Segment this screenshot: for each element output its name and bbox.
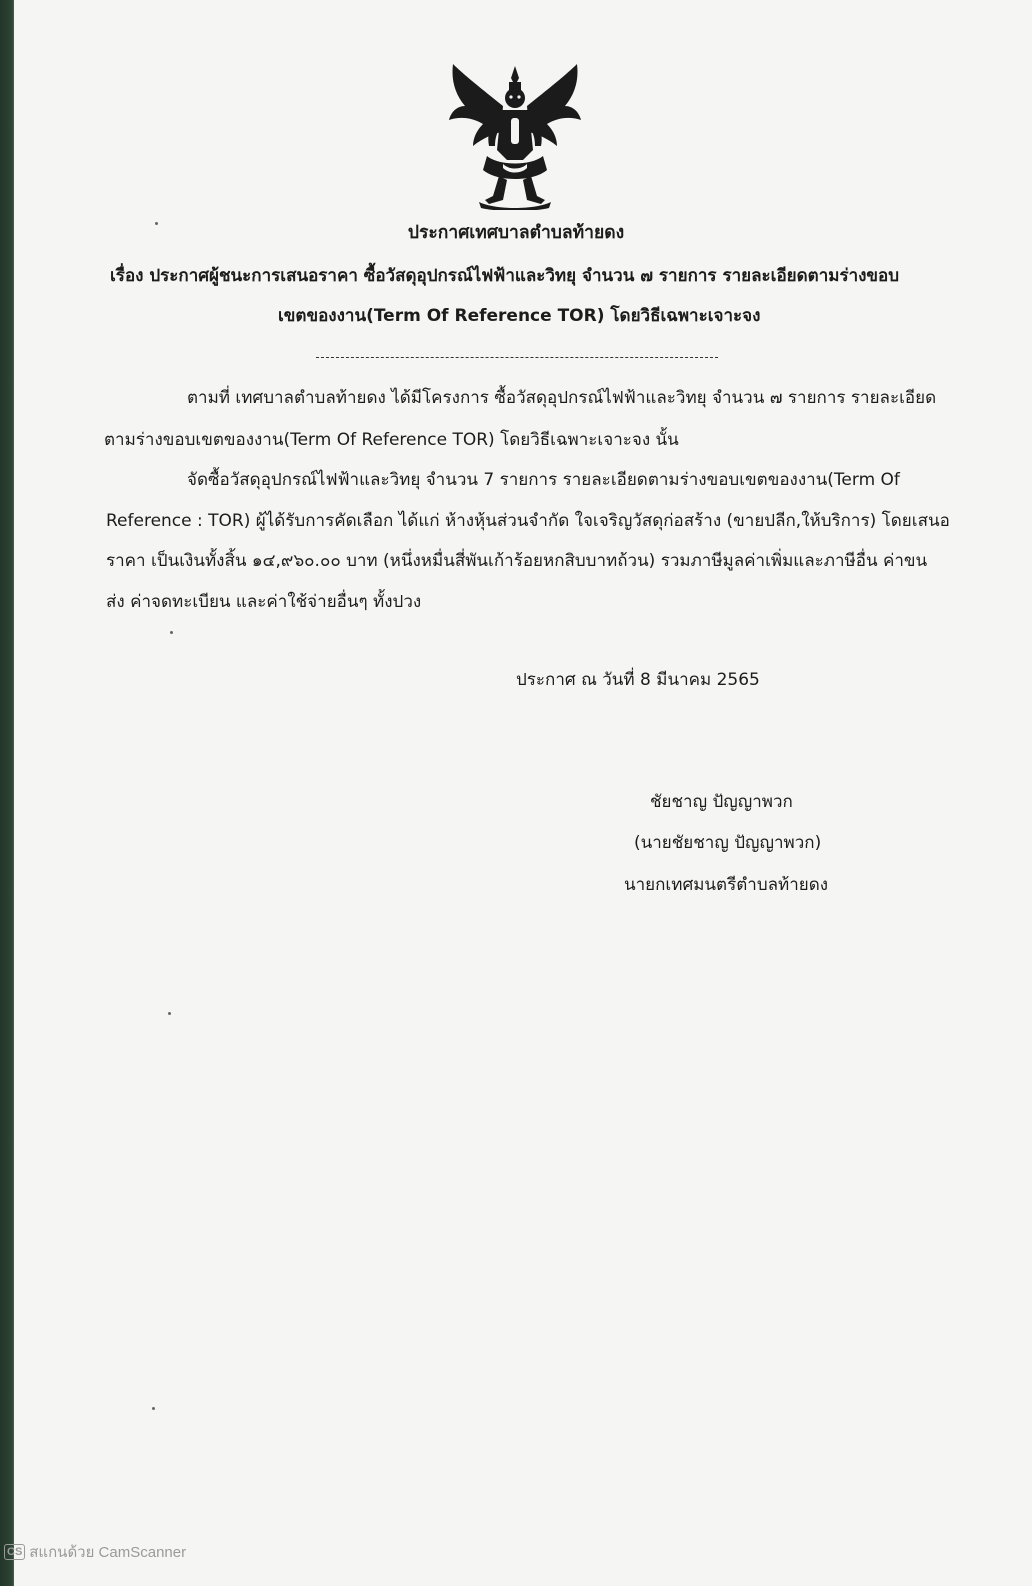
divider-line — [316, 357, 718, 358]
subject-line-1: เรื่อง ประกาศผู้ชนะการเสนอราคา ซื้อวัสดุอุปกรณ์ไฟฟ้าและวิทยุ จำนวน ๗ รายการ รายละเอียดตามร่างขอบ — [110, 266, 900, 286]
garuda-emblem-icon — [443, 60, 587, 210]
paragraph-1-line-1: ตามที่ เทศบาลตำบลท้ายดง ได้มีโครงการ ซื้อวัสดุอุปกรณ์ไฟฟ้าและวิทยุ จำนวน ๗ รายการ รายละเอียด — [187, 388, 937, 408]
announcement-date: ประกาศ ณ วันที่ 8 มีนาคม 2565 — [516, 670, 760, 690]
announcement-title: ประกาศเทศบาลตำบลท้ายดง — [407, 223, 625, 243]
speck — [170, 631, 173, 634]
camscanner-logo-icon: CS — [4, 1544, 25, 1560]
signature-name: ชัยชาญ ปัญญาพวก — [650, 792, 793, 812]
speck — [168, 1012, 171, 1015]
paragraph-2-line-2: Reference : TOR) ผู้ได้รับการคัดเลือก ได้แก่ ห้างหุ้นส่วนจำกัด ใจเจริญวัสดุก่อสร้าง (ขายปลีก,ให้บริการ) โดยเสนอ — [106, 511, 950, 531]
paragraph-2-line-3: ราคา เป็นเงินทั้งสิ้น ๑๔,๙๖๐.๐๐ บาท (หนึ่งหมื่นสี่พันเก้าร้อยหกสิบบาทถ้วน) รวมภาษีมูลค่าเพิ่มและภาษีอื่น ค่าขน — [106, 551, 928, 571]
camscanner-watermark — [4, 1541, 186, 1563]
camscanner-text: สแกนด้วย CamScanner — [29, 1544, 187, 1561]
paragraph-1-line-2: ตามร่างขอบเขตของงาน(Term Of Reference TOR) โดยวิธีเฉพาะเจาะจง นั้น — [104, 430, 679, 450]
paragraph-2-line-1: จัดซื้อวัสดุอุปกรณ์ไฟฟ้าและวิทยุ จำนวน 7 รายการ รายละเอียดตามร่างขอบเขตของงาน(Term Of — [187, 470, 900, 490]
speck — [155, 222, 158, 225]
paragraph-2-line-4: ส่ง ค่าจดทะเบียน และค่าใช้จ่ายอื่นๆ ทั้งปวง — [106, 592, 422, 612]
speck — [152, 1407, 155, 1410]
signatory-printed-name: (นายชัยชาญ ปัญญาพวก) — [634, 833, 822, 853]
subject-line-2: เขตของงาน(Term Of Reference TOR) โดยวิธีเฉพาะเจาะจง — [278, 306, 761, 326]
signatory-position: นายกเทศมนตรีตำบลท้ายดง — [624, 875, 829, 895]
